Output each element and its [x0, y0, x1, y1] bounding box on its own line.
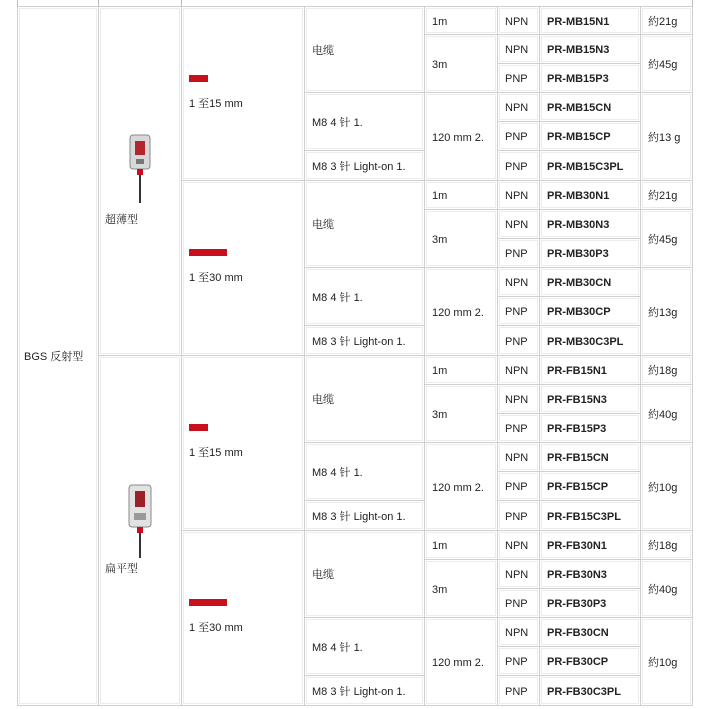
model-cell [539, 617, 641, 647]
model-cell [539, 238, 641, 268]
connection-cell [304, 530, 425, 618]
connection-cell-text: 电缆 [312, 44, 334, 57]
output-cell [497, 209, 540, 239]
connection-cell-text: M8 3 针 Light-on 1. [312, 335, 406, 348]
type-cell [98, 355, 182, 706]
weight-cell-text: 約45g [648, 58, 678, 71]
model-cell [539, 384, 641, 414]
length-cell [424, 442, 498, 531]
length-cell [424, 617, 498, 706]
length-cell [424, 384, 498, 443]
type-cell-text: 扁平型 [105, 563, 138, 575]
output-cell [497, 500, 540, 531]
length-cell [424, 6, 498, 35]
connection-cell [304, 442, 425, 501]
connection-cell [304, 267, 425, 326]
connection-cell-text: M8 3 针 Light-on 1. [312, 685, 406, 698]
model-cell-text: PR-FB15N3 [547, 394, 607, 406]
length-cell [424, 34, 498, 93]
model-cell-text: PR-FB15CN [547, 452, 609, 464]
model-cell-text: PR-FB15C3PL [547, 510, 621, 523]
range-cell-text: 1 至30 mm [189, 622, 243, 634]
table-border-stub [692, 0, 693, 6]
model-cell-text: PR-MB15CP [547, 131, 611, 143]
output-cell-text: NPN [505, 44, 529, 56]
model-cell-text: PR-FB30CP [547, 656, 609, 668]
length-cell-text: 120 mm 2. [432, 481, 484, 494]
output-cell-text: NPN [505, 277, 529, 289]
connection-cell-text: M8 3 针 Light-on 1. [312, 160, 406, 173]
output-cell [497, 442, 540, 472]
length-cell-text: 120 mm 2. [432, 306, 484, 319]
length-cell [424, 209, 498, 268]
output-cell [497, 588, 540, 618]
model-cell-text: PR-MB15CN [547, 102, 612, 114]
weight-cell-text: 約18g [648, 365, 678, 377]
range-bar [189, 75, 208, 82]
connection-cell [304, 150, 425, 181]
weight-cell [640, 442, 693, 531]
length-cell-text: 3m [432, 58, 448, 71]
connection-cell-text: M8 4 针 1. [312, 641, 363, 654]
output-cell-text: PNP [505, 73, 528, 85]
model-cell [539, 150, 641, 181]
output-cell-text: PNP [505, 306, 528, 318]
weight-cell-text: 約18g [648, 540, 678, 552]
weight-cell [640, 34, 693, 93]
output-cell [497, 267, 540, 297]
range-cell [181, 355, 305, 531]
output-cell [497, 34, 540, 64]
model-cell-text: PR-MB30CP [547, 306, 611, 318]
model-cell [539, 6, 641, 35]
range-bar [189, 424, 208, 431]
output-cell [497, 530, 540, 560]
output-cell-text: NPN [505, 365, 529, 377]
connection-cell-text: M8 4 针 1. [312, 466, 363, 479]
connection-cell-text: 电缆 [312, 219, 334, 231]
connection-cell [304, 617, 425, 676]
output-cell [497, 63, 540, 93]
connection-cell [304, 500, 425, 531]
output-cell [497, 413, 540, 443]
length-cell [424, 180, 498, 210]
model-cell [539, 34, 641, 64]
length-cell-text: 3m [432, 583, 448, 596]
weight-cell-text: 約13g [648, 306, 678, 319]
output-cell [497, 384, 540, 414]
output-cell [497, 121, 540, 151]
range-cell-text: 1 至15 mm [189, 98, 243, 110]
model-cell [539, 500, 641, 531]
weight-cell [640, 180, 693, 210]
weight-cell [640, 6, 693, 35]
connection-cell-text: 电缆 [312, 394, 334, 406]
output-cell [497, 617, 540, 647]
output-cell [497, 180, 540, 210]
output-cell [497, 675, 540, 706]
output-cell-text: NPN [505, 394, 529, 406]
length-cell-text: 1m [432, 365, 448, 377]
table-border-stub [98, 0, 99, 6]
model-cell [539, 355, 641, 385]
length-cell [424, 267, 498, 356]
range-bar [189, 249, 227, 256]
output-cell-text: NPN [505, 190, 529, 202]
output-cell [497, 92, 540, 122]
model-cell-text: PR-FB30P3 [547, 598, 607, 610]
model-cell [539, 442, 641, 472]
model-cell [539, 63, 641, 93]
model-cell [539, 92, 641, 122]
connection-cell [304, 355, 425, 443]
weight-cell-text: 約40g [648, 408, 678, 421]
model-cell [539, 471, 641, 501]
model-cell [539, 121, 641, 151]
connection-cell [304, 92, 425, 151]
model-cell [539, 267, 641, 297]
connection-cell [304, 675, 425, 706]
weight-cell-text: 約21g [648, 15, 678, 28]
range-cell-text: 1 至30 mm [189, 272, 243, 284]
weight-cell [640, 267, 693, 356]
length-cell-text: 120 mm 2. [432, 656, 484, 669]
thin-sensor-icon [127, 133, 153, 207]
model-cell-text: PR-FB30C3PL [547, 685, 621, 698]
model-cell-text: PR-MB15N3 [547, 44, 610, 56]
model-cell [539, 180, 641, 210]
table-border-stub [181, 0, 182, 6]
category-cell-text: BGS 反射型 [24, 351, 84, 363]
output-cell-text: PNP [505, 598, 528, 610]
type-cell-text: 超薄型 [105, 214, 138, 226]
connection-cell-text: M8 4 针 1. [312, 291, 363, 304]
output-cell-text: NPN [505, 452, 529, 464]
model-cell-text: PR-FB30CN [547, 627, 609, 639]
output-cell [497, 355, 540, 385]
weight-cell-text: 約21g [648, 190, 678, 202]
model-cell-text: PR-FB15P3 [547, 423, 607, 435]
length-cell-text: 1m [432, 190, 448, 202]
table-border-stub [17, 0, 18, 6]
length-cell-text: 3m [432, 233, 448, 246]
output-cell-text: PNP [505, 685, 528, 698]
connection-cell [304, 325, 425, 356]
model-cell-text: PR-MB30N1 [547, 190, 610, 202]
output-cell-text: PNP [505, 131, 528, 143]
model-cell [539, 296, 641, 326]
flat-sensor-icon [127, 483, 153, 562]
output-cell-text: NPN [505, 219, 529, 231]
output-cell [497, 471, 540, 501]
model-cell [539, 325, 641, 356]
output-cell-text: NPN [505, 569, 529, 581]
output-cell-text: PNP [505, 481, 528, 493]
model-cell [539, 209, 641, 239]
output-cell [497, 6, 540, 35]
output-cell-text: NPN [505, 627, 529, 639]
weight-cell-text: 約45g [648, 233, 678, 246]
output-cell [497, 646, 540, 676]
weight-cell [640, 530, 693, 560]
output-cell [497, 150, 540, 181]
model-cell-text: PR-MB30N3 [547, 219, 610, 231]
connection-cell [304, 6, 425, 93]
model-cell-text: PR-FB30N3 [547, 569, 607, 581]
type-cell [98, 6, 182, 356]
connection-cell-text: M8 3 针 Light-on 1. [312, 510, 406, 523]
output-cell [497, 238, 540, 268]
length-cell [424, 530, 498, 560]
model-cell-text: PR-MB15N1 [547, 15, 610, 28]
length-cell-text: 120 mm 2. [432, 131, 484, 144]
output-cell [497, 325, 540, 356]
connection-cell [304, 180, 425, 268]
length-cell [424, 355, 498, 385]
model-cell-text: PR-MB30C3PL [547, 335, 624, 348]
model-cell-text: PR-MB30P3 [547, 248, 609, 260]
range-cell [181, 530, 305, 706]
model-cell-text: PR-MB15P3 [547, 73, 609, 85]
model-cell [539, 530, 641, 560]
length-cell-text: 1m [432, 540, 448, 552]
weight-cell [640, 617, 693, 706]
output-cell-text: PNP [505, 656, 528, 668]
model-cell [539, 413, 641, 443]
category-cell [17, 6, 99, 706]
connection-cell-text: 电缆 [312, 569, 334, 581]
model-cell-text: PR-FB15N1 [547, 365, 607, 377]
model-cell [539, 675, 641, 706]
weight-cell [640, 209, 693, 268]
weight-cell [640, 92, 693, 181]
model-cell-text: PR-FB15CP [547, 481, 609, 493]
range-cell-text: 1 至15 mm [189, 447, 243, 459]
length-cell-text: 1m [432, 15, 448, 28]
output-cell-text: NPN [505, 540, 529, 552]
model-cell [539, 646, 641, 676]
output-cell-text: NPN [505, 102, 529, 114]
weight-cell [640, 384, 693, 443]
length-cell [424, 92, 498, 181]
range-bar [189, 599, 227, 606]
length-cell-text: 3m [432, 408, 448, 421]
weight-cell-text: 約40g [648, 583, 678, 596]
output-cell-text: PNP [505, 248, 528, 260]
model-cell-text: PR-FB30N1 [547, 540, 607, 552]
model-cell [539, 559, 641, 589]
connection-cell-text: M8 4 针 1. [312, 116, 363, 129]
weight-cell [640, 355, 693, 385]
output-cell-text: PNP [505, 160, 528, 173]
weight-cell-text: 約13 g [648, 131, 681, 144]
weight-cell-text: 約10g [648, 656, 678, 669]
output-cell-text: PNP [505, 335, 528, 348]
output-cell-text: NPN [505, 15, 529, 28]
output-cell [497, 559, 540, 589]
output-cell-text: PNP [505, 510, 528, 523]
output-cell [497, 296, 540, 326]
model-cell [539, 588, 641, 618]
range-cell [181, 6, 305, 181]
range-cell [181, 180, 305, 356]
weight-cell-text: 約10g [648, 481, 678, 494]
output-cell-text: PNP [505, 423, 528, 435]
weight-cell [640, 559, 693, 618]
model-cell-text: PR-MB15C3PL [547, 160, 624, 173]
model-cell-text: PR-MB30CN [547, 277, 612, 289]
length-cell [424, 559, 498, 618]
